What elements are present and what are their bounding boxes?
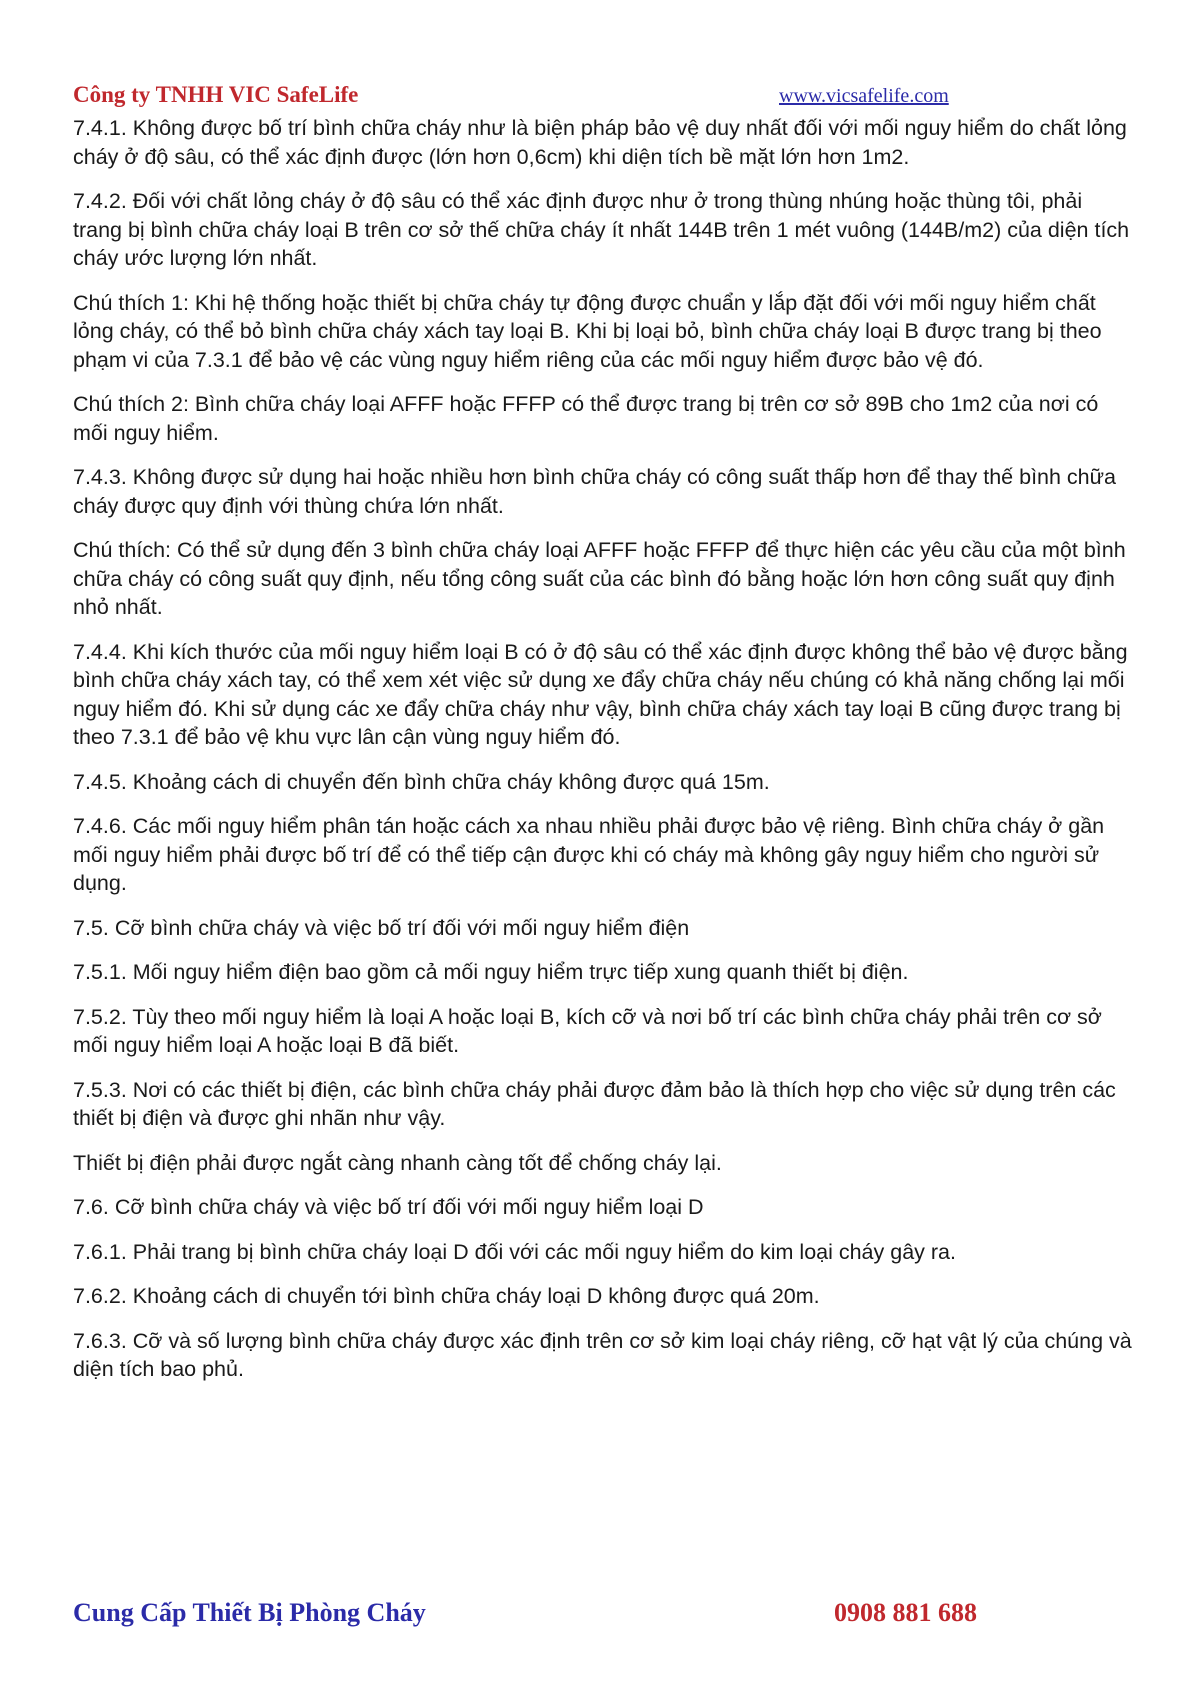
paragraph-7-4-2: 7.4.2. Đối với chất lỏng cháy ở độ sâu có thể xác định được như ở trong thùng nhúng hoặc thùng tôi, phải trang bị bình chữa cháy loại B trên cơ sở thế chữa cháy ít nhất 144B trên 1 mét vuông (144B/m2) của diện tích cháy ước lượng lớn nhất. xyxy=(73,189,1130,270)
note-2: Chú thích 2: Bình chữa cháy loại AFFF hoặc FFFP có thể được trang bị trên cơ sở 89B cho 1m2 của nơi có mối nguy hiểm. xyxy=(73,392,1099,445)
footer-phone: 0908 881 688 xyxy=(834,1598,977,1627)
document-body xyxy=(73,114,1133,1400)
note: Chú thích: Có thể sử dụng đến 3 bình chữa cháy loại AFFF hoặc FFFP để thực hiện các yêu cầu của một bình chữa cháy có công suất quy định, nếu tổng công suất của các bình đó bằng hoặc lớn hơn công suất quy định nhỏ nhất. xyxy=(73,538,1126,619)
paragraph-7-4-1: 7.4.1. Không được bố trí bình chữa cháy như là biện pháp bảo vệ duy nhất đối với mối nguy hiểm do chất lỏng cháy ở độ sâu, có thể xác định được (lớn hơn 0,6cm) khi diện tích bề mặt lớn hơn 1m2. xyxy=(73,116,1127,169)
paragraph-7-5-2: 7.5.2. Tùy theo mối nguy hiểm là loại A hoặc loại B, kích cỡ và nơi bố trí các bình chữa cháy phải trên cơ sở mối nguy hiểm loại A hoặc loại B đã biết. xyxy=(73,1004,1102,1057)
paragraph-7-4-4: 7.4.4. Khi kích thước của mối nguy hiểm loại B có ở độ sâu có thể xác định được không thể bảo vệ được bằng bình chữa cháy xách tay, có thể xem xét việc sử dụng xe đẩy chữa cháy nếu chúng có khả năng chống lại mối nguy hiểm đó. Khi sử dụng các xe đẩy chữa cháy như vậy, bình chữa cháy xách tay loại B cũng được trang bị theo 7.3.1 để bảo vệ khu vực lân cận vùng nguy hiểm đó. xyxy=(73,639,1128,749)
footer-slogan: Cung Cấp Thiết Bị Phòng Cháy xyxy=(73,1598,426,1627)
paragraph-7-6-2: 7.6.2. Khoảng cách di chuyển tới bình chữa cháy loại D không được quá 20m. xyxy=(73,1284,820,1308)
website-link[interactable]: www.vicsafelife.com xyxy=(779,85,949,107)
paragraph-electrical-cutoff: Thiết bị điện phải được ngắt càng nhanh càng tốt để chống cháy lại. xyxy=(73,1150,722,1175)
paragraph-7-5-3: 7.5.3. Nơi có các thiết bị điện, các bình chữa cháy phải được đảm bảo là thích hợp cho việc sử dụng trên các thiết bị điện và được ghi nhãn như vậy. xyxy=(73,1077,1116,1130)
section-7-6-heading: 7.6. Cỡ bình chữa cháy và việc bố trí đối với mối nguy hiểm loại D xyxy=(73,1195,704,1219)
page-header xyxy=(73,82,993,116)
paragraph-7-6-1: 7.6.1. Phải trang bị bình chữa cháy loại D đối với các mối nguy hiểm do kim loại cháy gây ra. xyxy=(73,1239,956,1264)
paragraph-7-5-1: 7.5.1. Mối nguy hiểm điện bao gồm cả mối nguy hiểm trực tiếp xung quanh thiết bị điện. xyxy=(73,960,909,984)
paragraph-7-4-5: 7.4.5. Khoảng cách di chuyển đến bình chữa cháy không được quá 15m. xyxy=(73,769,770,794)
paragraph-7-4-3: 7.4.3. Không được sử dụng hai hoặc nhiều hơn bình chữa cháy có công suất thấp hơn để thay thế bình chữa cháy được quy định với thùng chứa lớn nhất. xyxy=(73,465,1116,518)
company-name: Công ty TNHH VIC SafeLife xyxy=(73,82,359,107)
paragraph-7-4-6: 7.4.6. Các mối nguy hiểm phân tán hoặc cách xa nhau nhiều phải được bảo vệ riêng. Bình chữa cháy ở gần mối nguy hiểm phải được bố trí để có thể tiếp cận được khi có cháy mà không gây nguy hiểm cho người sử dụng. xyxy=(73,814,1105,895)
note-1: Chú thích 1: Khi hệ thống hoặc thiết bị chữa cháy tự động được chuẩn y lắp đặt đối với mối nguy hiểm chất lỏng cháy, có thể bỏ bình chữa cháy xách tay loại B. Khi bị loại bỏ, bình chữa cháy loại B được trang bị theo phạm vi của 7.3.1 để bảo vệ các vùng nguy hiểm riêng của các mối nguy hiểm được bảo vệ đó. xyxy=(73,290,1102,372)
section-7-5-heading: 7.5. Cỡ bình chữa cháy và việc bố trí đối với mối nguy hiểm điện xyxy=(73,915,690,940)
paragraph-7-6-3: 7.6.3. Cỡ và số lượng bình chữa cháy được xác định trên cơ sở kim loại cháy riêng, cỡ hạt vật lý của chúng và diện tích bao phủ. xyxy=(73,1328,1132,1381)
page-footer xyxy=(73,1598,1023,1634)
